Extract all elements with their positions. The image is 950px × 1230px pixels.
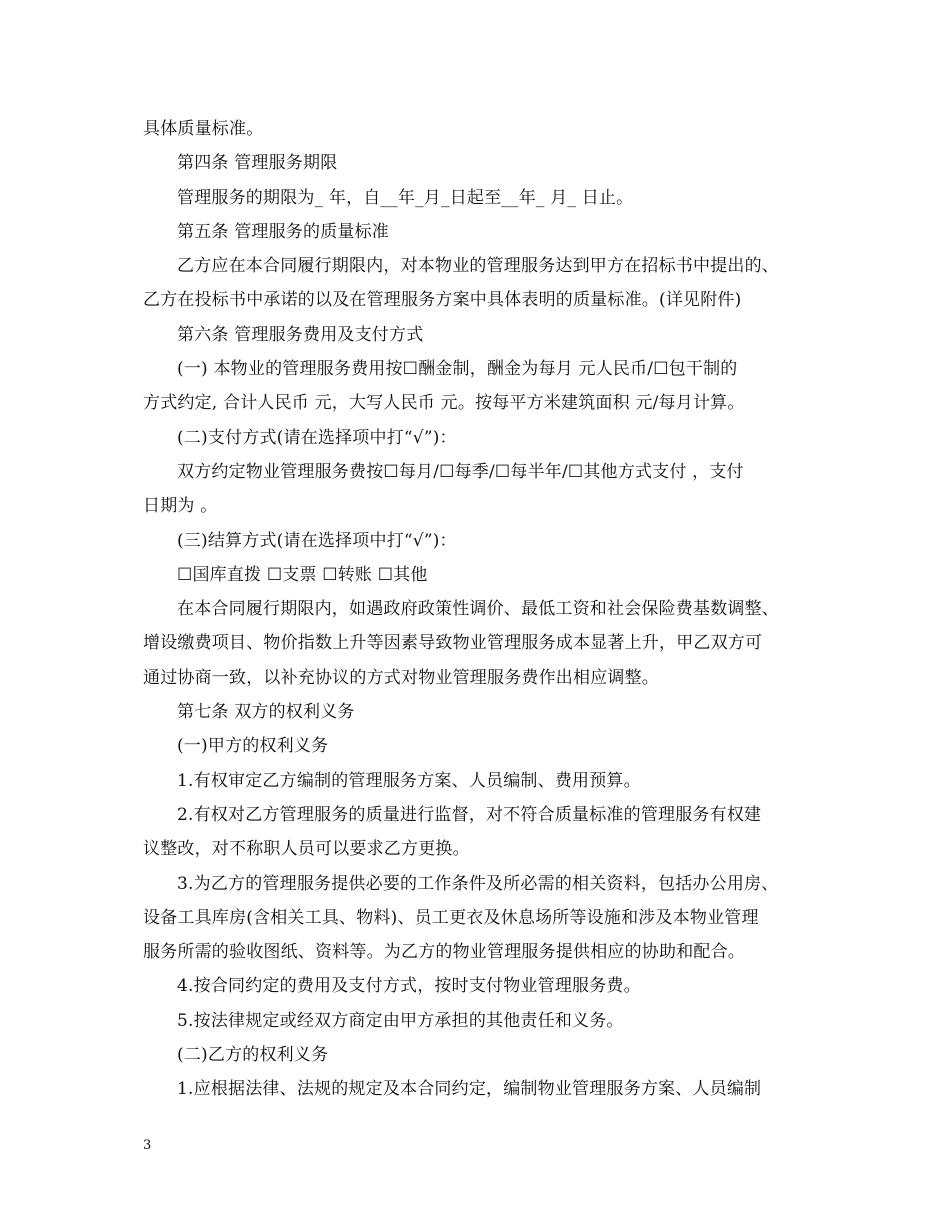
text-line: 设备工具库房(含相关工具、物料)、员工更衣及休息场所等设施和涉及本物业管理 xyxy=(143,907,759,928)
text-line: ☐国库直拨 ☐支票 ☐转账 ☐其他 xyxy=(177,564,428,585)
text-line: 具体质量标准。 xyxy=(143,119,264,139)
text-line: 4.按合同约定的费用及支付方式，按时支付物业管理服务费。 xyxy=(177,976,641,997)
text-line: 1.有权审定乙方编制的管理服务方案、人员编制、费用预算。 xyxy=(177,770,641,791)
text-line: 管理服务的期限为_ 年，自__年_月_日起至__年_ 月_ 日止。 xyxy=(177,187,634,208)
text-line: 在本合同履行期限内，如遇政府政策性调价、最低工资和社会保险费基数调整、 xyxy=(177,599,779,620)
text-line: 方式约定, 合计人民币 元，大写人民币 元。按每平方米建筑面积 元/每月计算。 xyxy=(143,393,745,414)
text-line: 3.为乙方的管理服务提供必要的工作条件及所必需的相关资料，包括办公用房、 xyxy=(177,873,779,894)
text-line: (二)乙方的权利义务 xyxy=(177,1045,329,1066)
text-line: (二)支付方式(请在选择项中打“√”)： xyxy=(177,427,457,448)
text-line: 服务所需的验收图纸、资料等。为乙方的物业管理服务提供相应的协助和配合。 xyxy=(143,942,745,963)
text-line: 2.有权对乙方管理服务的质量进行监督，对不符合质量标准的管理服务有权建 xyxy=(177,804,762,825)
text-line: 第六条 管理服务费用及支付方式 xyxy=(177,324,424,345)
text-line: 议整改，对不称职人员可以要求乙方更换。 xyxy=(143,839,470,860)
text-line: 5.按法律规定或经双方商定由甲方承担的其他责任和义务。 xyxy=(177,1010,624,1031)
text-line: 通过协商一致，以补充协议的方式对物业管理服务费作出相应调整。 xyxy=(143,667,659,688)
text-line: 双方约定物业管理服务费按☐每月/☐每季/☐每半年/☐其他方式支付 ，支付 xyxy=(177,461,744,482)
text-line: 1.应根据法律、法规的规定及本合同约定，编制物业管理服务方案、人员编制 xyxy=(177,1079,762,1100)
document-body xyxy=(143,112,823,1107)
text-line: 第四条 管理服务期限 xyxy=(177,153,338,174)
text-line: (三)结算方式(请在选择项中打“√”)： xyxy=(177,530,457,551)
text-line: 乙方应在本合同履行期限内，对本物业的管理服务达到甲方在招标书中提出的、 xyxy=(177,256,779,277)
text-line: 第五条 管理服务的质量标准 xyxy=(177,221,390,242)
text-line: (一)甲方的权利义务 xyxy=(177,736,329,757)
text-line: 第七条 双方的权利义务 xyxy=(177,702,355,723)
text-line: 增设缴费项目、物价指数上升等因素导致物业管理服务成本显著上升，甲乙双方可 xyxy=(143,633,763,654)
text-line: (一) 本物业的管理服务费用按☐酬金制，酬金为每月 元人民币/☐包干制的 xyxy=(177,359,738,380)
text-line: 日期为 。 xyxy=(143,496,218,517)
page-number: 3 xyxy=(143,1138,152,1153)
text-line: 乙方在投标书中承诺的以及在管理服务方案中具体表明的质量标准。(详见附件) xyxy=(143,290,742,311)
